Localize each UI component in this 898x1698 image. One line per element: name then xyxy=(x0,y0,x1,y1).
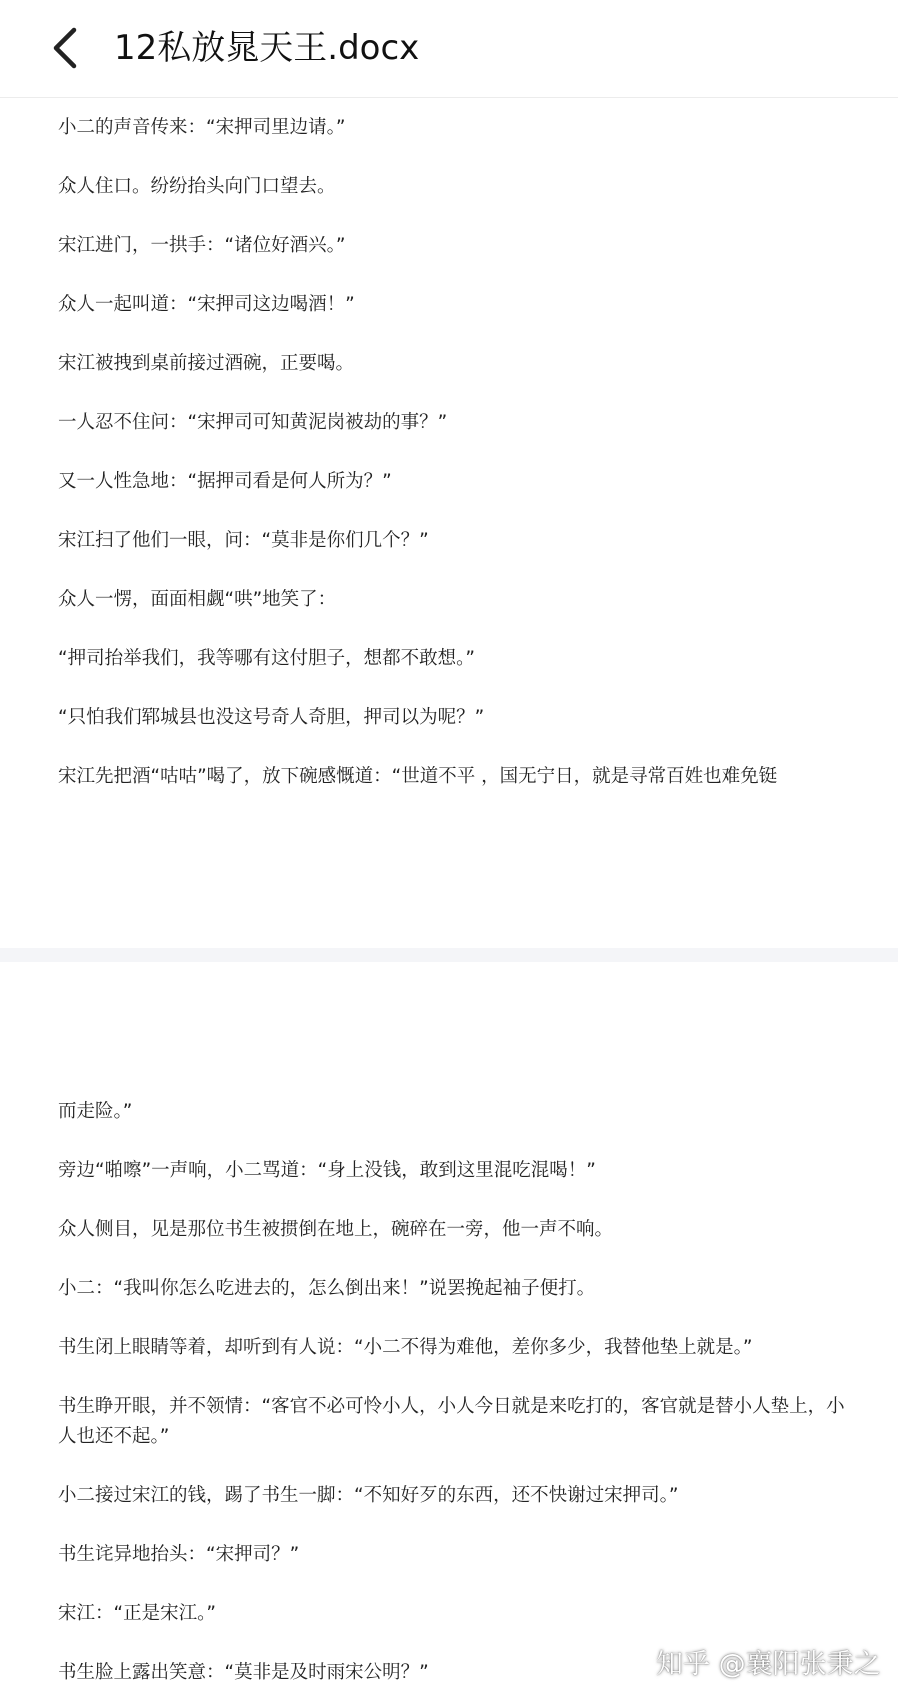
paragraph: 一人忍不住问：“宋押司可知黄泥岗被劫的事？” xyxy=(58,412,448,433)
paragraph: 宋江先把酒“咕咕”喝了，放下碗感慨道：“世道不平 ，国无宁日，就是寻常百姓也难免铤 xyxy=(58,766,778,787)
paragraph: 宋江：“正是宋江。” xyxy=(58,1603,216,1624)
app-header xyxy=(0,0,898,98)
paragraph: “押司抬举我们，我等哪有这付胆子，想都不敢想。” xyxy=(58,648,475,669)
document-title: 12私放晁天王.docx xyxy=(114,28,420,68)
paragraph: 而走险。” xyxy=(58,1101,133,1122)
paragraph: 书生诧异地抬头：“宋押司？” xyxy=(58,1544,300,1565)
paragraph: 旁边“啪嚓”一声响，小二骂道：“身上没钱，敢到这里混吃混喝！” xyxy=(58,1160,596,1181)
paragraph: 众人一起叫道：“宋押司这边喝酒！” xyxy=(58,294,355,315)
paragraph: 书生脸上露出笑意：“莫非是及时雨宋公明？” xyxy=(58,1662,429,1683)
paragraph: 书生闭上眼睛等着，却听到有人说：“小二不得为难他，差你多少，我替他垫上就是。” xyxy=(58,1337,753,1358)
document-page-1 xyxy=(0,98,898,948)
chevron-left-icon xyxy=(46,22,86,74)
paragraph: 宋江进门，一拱手：“诸位好酒兴。” xyxy=(58,235,346,256)
paragraph: 小二：“我叫你怎么吃进去的，怎么倒出来！”说罢挽起袖子便打。 xyxy=(58,1278,596,1299)
back-button[interactable] xyxy=(46,22,86,74)
paragraph: 小二接过宋江的钱，踢了书生一脚：“不知好歹的东西，还不快谢过宋押司。” xyxy=(58,1485,679,1506)
paragraph: 宋江扫了他们一眼，问：“莫非是你们几个？” xyxy=(58,530,429,551)
paragraph: 又一人性急地：“据押司看是何人所为？” xyxy=(58,471,392,492)
document-page-2 xyxy=(0,962,898,1698)
paragraph: 众人侧目，见是那位书生被掼倒在地上，碗碎在一旁，他一声不响。 xyxy=(58,1219,614,1240)
paragraph: 众人住口。纷纷抬头向门口望去。 xyxy=(58,176,336,197)
paragraph: 书生睁开眼，并不领情：“客官不必可怜小人，小人今日就是来吃打的，客官就是替小人垫上，小人也还不起。” xyxy=(58,1396,845,1447)
paragraph: “只怕我们郓城县也没这号奇人奇胆，押司以为呢？” xyxy=(58,707,485,728)
watermark: 知乎 @襄阳张秉之 xyxy=(656,1649,881,1680)
paragraph: 宋江被拽到桌前接过酒碗，正要喝。 xyxy=(58,353,355,374)
paragraph: 众人一愣，面面相觑“哄”地笑了： xyxy=(58,589,337,610)
paragraph: 小二的声音传来：“宋押司里边请。” xyxy=(58,117,346,138)
page-separator xyxy=(0,948,898,962)
